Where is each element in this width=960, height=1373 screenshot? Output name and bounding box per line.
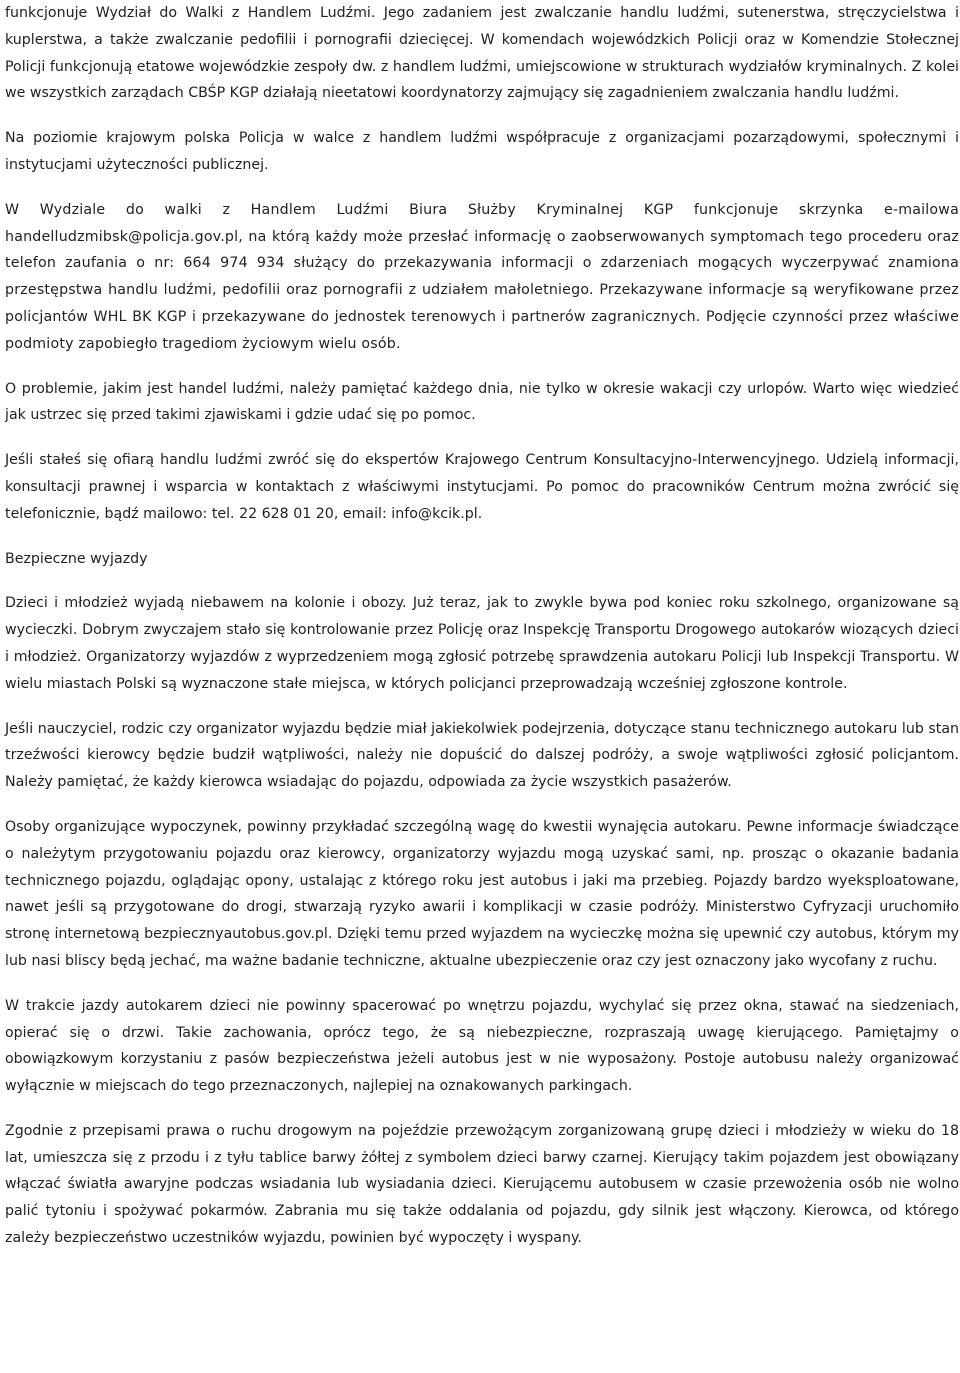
paragraph-suspicions: Jeśli nauczyciel, rodzic czy organizator wyjazdu będzie miał jakiekolwiek podejrzenia, dotyczące stanu technicznego autokaru lub stan trzeźwości kierowcy będzie budził wątpliwości, należy nie dopuścić do dalszej podróży, a swoje wątpliwości zgłosić policjantom. Należy pamiętać, że każdy kierowca wsiadając do pojazdu, odpowiada za życie wszystkich pasażerów. <box>5 720 959 791</box>
paragraph-email-hotline: W Wydziale do walki z Handlem Ludźmi Biura Służby Kryminalnej KGP funkcjonuje skrzynka e-mailowa handelludzmibsk@policja.gov.pl, na którą każdy może przesłać informację o zaobserwowanych symptomach tego procederu oraz telefon zaufania o nr: 664 974 934 służący do przekazywania informacji o zdarzeniach mogących wyczerpywać znamiona przestępstwa handlu ludźmi, pedofilii oraz pornografii z udziałem małoletniego. Przekazywane informacje są weryfikowane przez policjantów WHL BK KGP i przekazywane do jednostek terenowych i partnerów zagranicznych. Podjęcie czynności przez właściwe podmioty zapobiegło tragediom życiowym wielu osób. <box>5 201 959 352</box>
paragraph-kcik-help: Jeśli stałeś się ofiarą handlu ludźmi zwróć się do ekspertów Krajowego Centrum Konsultacyjno-Interwencyjnego. Udzielą informacji, konsultacji prawnej i wsparcia w kontaktach z właściwymi instytucjami. Po pomoc do pracowników Centrum można zwrócić się telefonicznie, bądź mailowo: tel. 22 628 01 20, email: info@kcik.pl. <box>5 452 959 522</box>
paragraph-trips-intro: Dzieci i młodzież wyjadą niebawem na kolonie i obozy. Już teraz, jak to zwykle bywa pod koniec roku szkolnego, organizowane są wycieczki. Dobrym zwyczajem stało się kontrolowanie przez Policję oraz Inspekcję Transportu Drogowego autokarów wiozących dzieci i młodzież. Organizatorzy wyjazdów z wyprzedzeniem mogą zgłosić potrzebę sprawdzenia autokaru Policji lub Inspekcji Transportu. W wielu miastach Polski są wyznaczone stałe miejsca, w których policjanci przeprowadzają wcześniej zgłoszone kontrole. <box>5 595 959 692</box>
paragraph-national-cooperation: Na poziomie krajowym polska Policja w walce z handlem ludźmi współpracuje z organizacjami pozarządowymi, społecznymi i instytucjami użyteczności publicznej. <box>5 130 959 173</box>
document-body <box>5 0 959 1252</box>
paragraph-trafficking-unit: funkcjonuje Wydział do Walki z Handlem Ludźmi. Jego zadaniem jest zwalczanie handlu ludźmi, sutenerstwa, stręczycielstwa i kuplerstwa, a także zwalczanie pedofilii i pornografii dziecięcej. W komendach wojewódzkich Policji oraz w Komendzie Stołecznej Policji funkcjonują etatowe wojewódzkie zespoły dw. z handlem ludźmi, umiejscowione w strukturach wydziałów kryminalnych. Z kolei we wszystkich zarządach CBŚP KGP działają nieetatowi koordynatorzy zajmujący się zagadnieniem zwalczania handlu ludźmi. <box>5 5 959 102</box>
paragraph-bus-rental: Osoby organizujące wypoczynek, powinny przykładać szczególną wagę do kwestii wynajęcia autokaru. Pewne informacje świadczące o należytym przygotowaniu pojazdu oraz kierowcy, organizatorzy wyjazdu mogą uzyskać sami, np. prosząc o okazanie badania technicznego pojazdu, oglądając opony, ustalając z którego roku jest autobus i jaki ma przebieg. Pojazdy bardzo wyeksploatowane, nawet jeśli są przygotowane do drogi, stwarzają ryzyko awarii i komplikacji w czasie podróży. Ministerstwo Cyfryzacji uruchomiło stronę internetową bezpiecznyautobus.gov.pl. Dzięki temu przed wyjazdem na wycieczkę można się upewnić czy autobus, którym my lub nasi bliscy będą jechać, ma ważne badanie techniczne, aktualne ubezpieczenie oraz czy jest oznaczony jako wycofany z ruchu. <box>5 818 959 969</box>
paragraph-ride-behavior: W trakcie jazdy autokarem dzieci nie powinny spacerować po wnętrzu pojazdu, wychylać się przez okna, stawać na siedzeniach, opierać się o drzwi. Takie zachowania, oprócz tego, że są niebezpieczne, rozpraszają uwagę kierującego. Pamiętajmy o obowiązkowym korzystaniu z pasów bezpieczeństwa jeżeli autobus jest w nie wyposażony. Postoje autobusu należy organizować wyłącznie w miejscach do tego przeznaczonych, najlepiej na oznakowanych parkingach. <box>5 997 959 1095</box>
section-heading: Bezpieczne wyjazdy <box>5 550 148 567</box>
paragraph-awareness: O problemie, jakim jest handel ludźmi, należy pamiętać każdego dnia, nie tylko w okresie wakacji czy urlopów. Warto więc wiedzieć jak ustrzec się przed takimi zjawiskami i gdzie udać się po pomoc. <box>5 380 959 424</box>
paragraph-traffic-law: Zgodnie z przepisami prawa o ruchu drogowym na pojeździe przewożącym zorganizowaną grupę dzieci i młodzieży w wieku do 18 lat, umieszcza się z przodu i z tyłu tablice barwy żółtej z symbolem dzieci barwy czarnej. Kierujący takim pojazdem jest obowiązany włączać światła awaryjne podczas wsiadania lub wysiadania dzieci. Kierującemu autobusem w czasie przewożenia osób nie wolno palić tytoniu i spożywać pokarmów. Zabrania mu się także oddalania od pojazdu, gdy silnik jest włączony. Kierowca, od którego zależy bezpieczeństwo uczestników wyjazdu, powinien być wypoczęty i wyspany. <box>5 1122 959 1247</box>
